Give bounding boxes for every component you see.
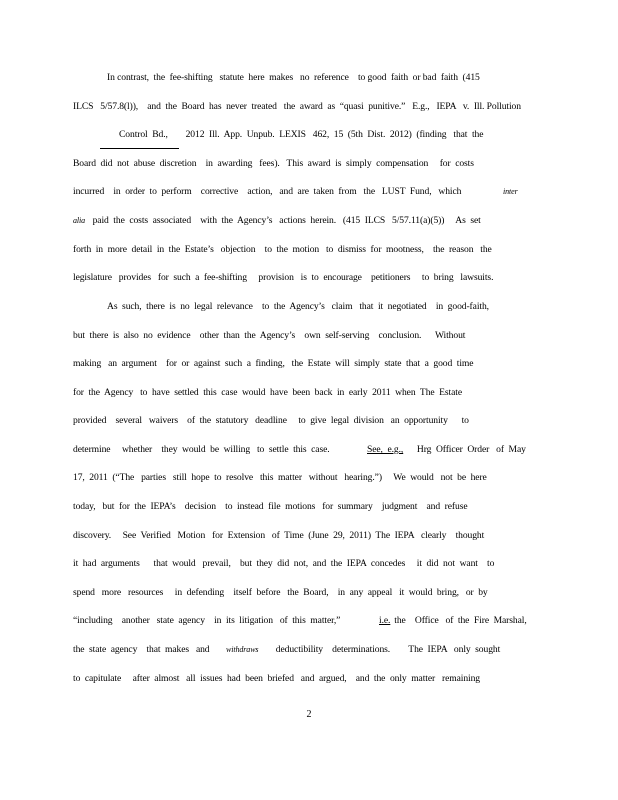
text-segment: As such, there is no legal relevance to the Agency’s claim that it negotiated in good-faith, [107, 301, 489, 312]
text-line [0, 497, 618, 517]
text-segment: “including another state agency in its litigation of this matter,” [73, 615, 348, 626]
text-line [0, 554, 618, 574]
text-line [0, 68, 618, 88]
text-line [0, 583, 618, 603]
text-segment: determine whether they would be willing to settle this case. [73, 444, 337, 455]
text-line [0, 383, 618, 403]
text-line [0, 240, 618, 260]
text-segment: In contrast, the fee-shifting statute here makes no reference to good faith or bad faith (415 [107, 72, 480, 83]
italic-term: inter [503, 187, 518, 196]
text-line [0, 182, 618, 202]
text-line [0, 97, 618, 117]
text-line [0, 669, 618, 689]
text-segment: but there is also no evidence other than the Agency’s own self-serving conclusion. Without [73, 330, 466, 341]
text-segment: the state agency that makes and [73, 644, 212, 655]
text-segment: to capitulate after almost all issues had been briefed and argued, and the only matter remaining [73, 673, 480, 684]
text-segment: making an argument for or against such a finding, the Estate will simply state that a good time [73, 358, 474, 369]
text-segment: spend more resources in defending itself before the Board, in any appeal it would bring, or by [73, 587, 488, 598]
text-line [0, 411, 618, 431]
text-segment: ILCS 5/57.8(l)), and the Board has never treated the award as “quasi punitive.” E.g., IEPA v. Ill. Pollution [73, 101, 521, 112]
text-segment: the Office of the Fire Marshal, [392, 615, 527, 626]
italic-term: withdraws [226, 645, 259, 654]
text-line [0, 297, 618, 317]
text-segment: today, but for the IEPA’s decision to instead file motions for summary judgment and refuse [73, 501, 468, 512]
text-line [0, 640, 618, 660]
citation-signal: i.e. [379, 615, 391, 626]
text-segment: deductibility determinations. The IEPA only sought [262, 644, 501, 655]
text-line [0, 211, 618, 231]
text-line [0, 611, 618, 631]
text-line [0, 326, 618, 346]
text-segment: provided several waivers of the statutory deadline to give legal division an opportunity to [73, 415, 469, 426]
text-line [0, 526, 618, 546]
text-segment: 17, 2011 (“The parties still hope to resolve this matter without hearing.”) We would not be here [73, 472, 487, 483]
text-line [0, 268, 618, 288]
text-line [0, 354, 618, 374]
text-segment: Hrg Officer Order of May [410, 444, 526, 455]
text-segment: paid the costs associated with the Agency’s actions herein. (415 ILCS 5/57.11(a)(5)) As set [88, 215, 481, 226]
text-segment: forth in more detail in the Estate’s objection to the motion to dismiss for mootness, the reason the [73, 244, 492, 255]
text-segment: incurred in order to perform corrective action, and are taken from the LUST Fund, which [73, 186, 464, 197]
text-line [0, 154, 618, 174]
text-segment: discovery. See Verified Motion for Extension of Time (June 29, 2011) The IEPA clearly thought [73, 530, 485, 541]
text-line [0, 440, 618, 460]
text-segment: Board did not abuse discretion in awarding fees). This award is simply compensation for costs [73, 158, 474, 169]
text-line [0, 125, 618, 145]
page-number: 2 [306, 709, 312, 720]
text-segment: it had arguments that would prevail, but they did not, and the IEPA concedes it did not want to [73, 558, 495, 569]
text-segment: legislature provides for such a fee-shifting provision is to encourage petitioners to bring lawsuits. [73, 272, 494, 283]
case-name-rule [100, 148, 179, 149]
text-segment: for the Agency to have settled this case would have been back in early 2011 when The Estate [73, 387, 462, 398]
italic-term: alia [73, 216, 86, 225]
case-name: Control Bd., [119, 129, 168, 140]
citation-signal: See, e.g., [367, 444, 404, 455]
text-segment: 2012 Ill. App. Unpub. LEXIS 462, 15 (5th Dist. 2012) (finding that the [181, 129, 484, 140]
text-line [0, 468, 618, 488]
